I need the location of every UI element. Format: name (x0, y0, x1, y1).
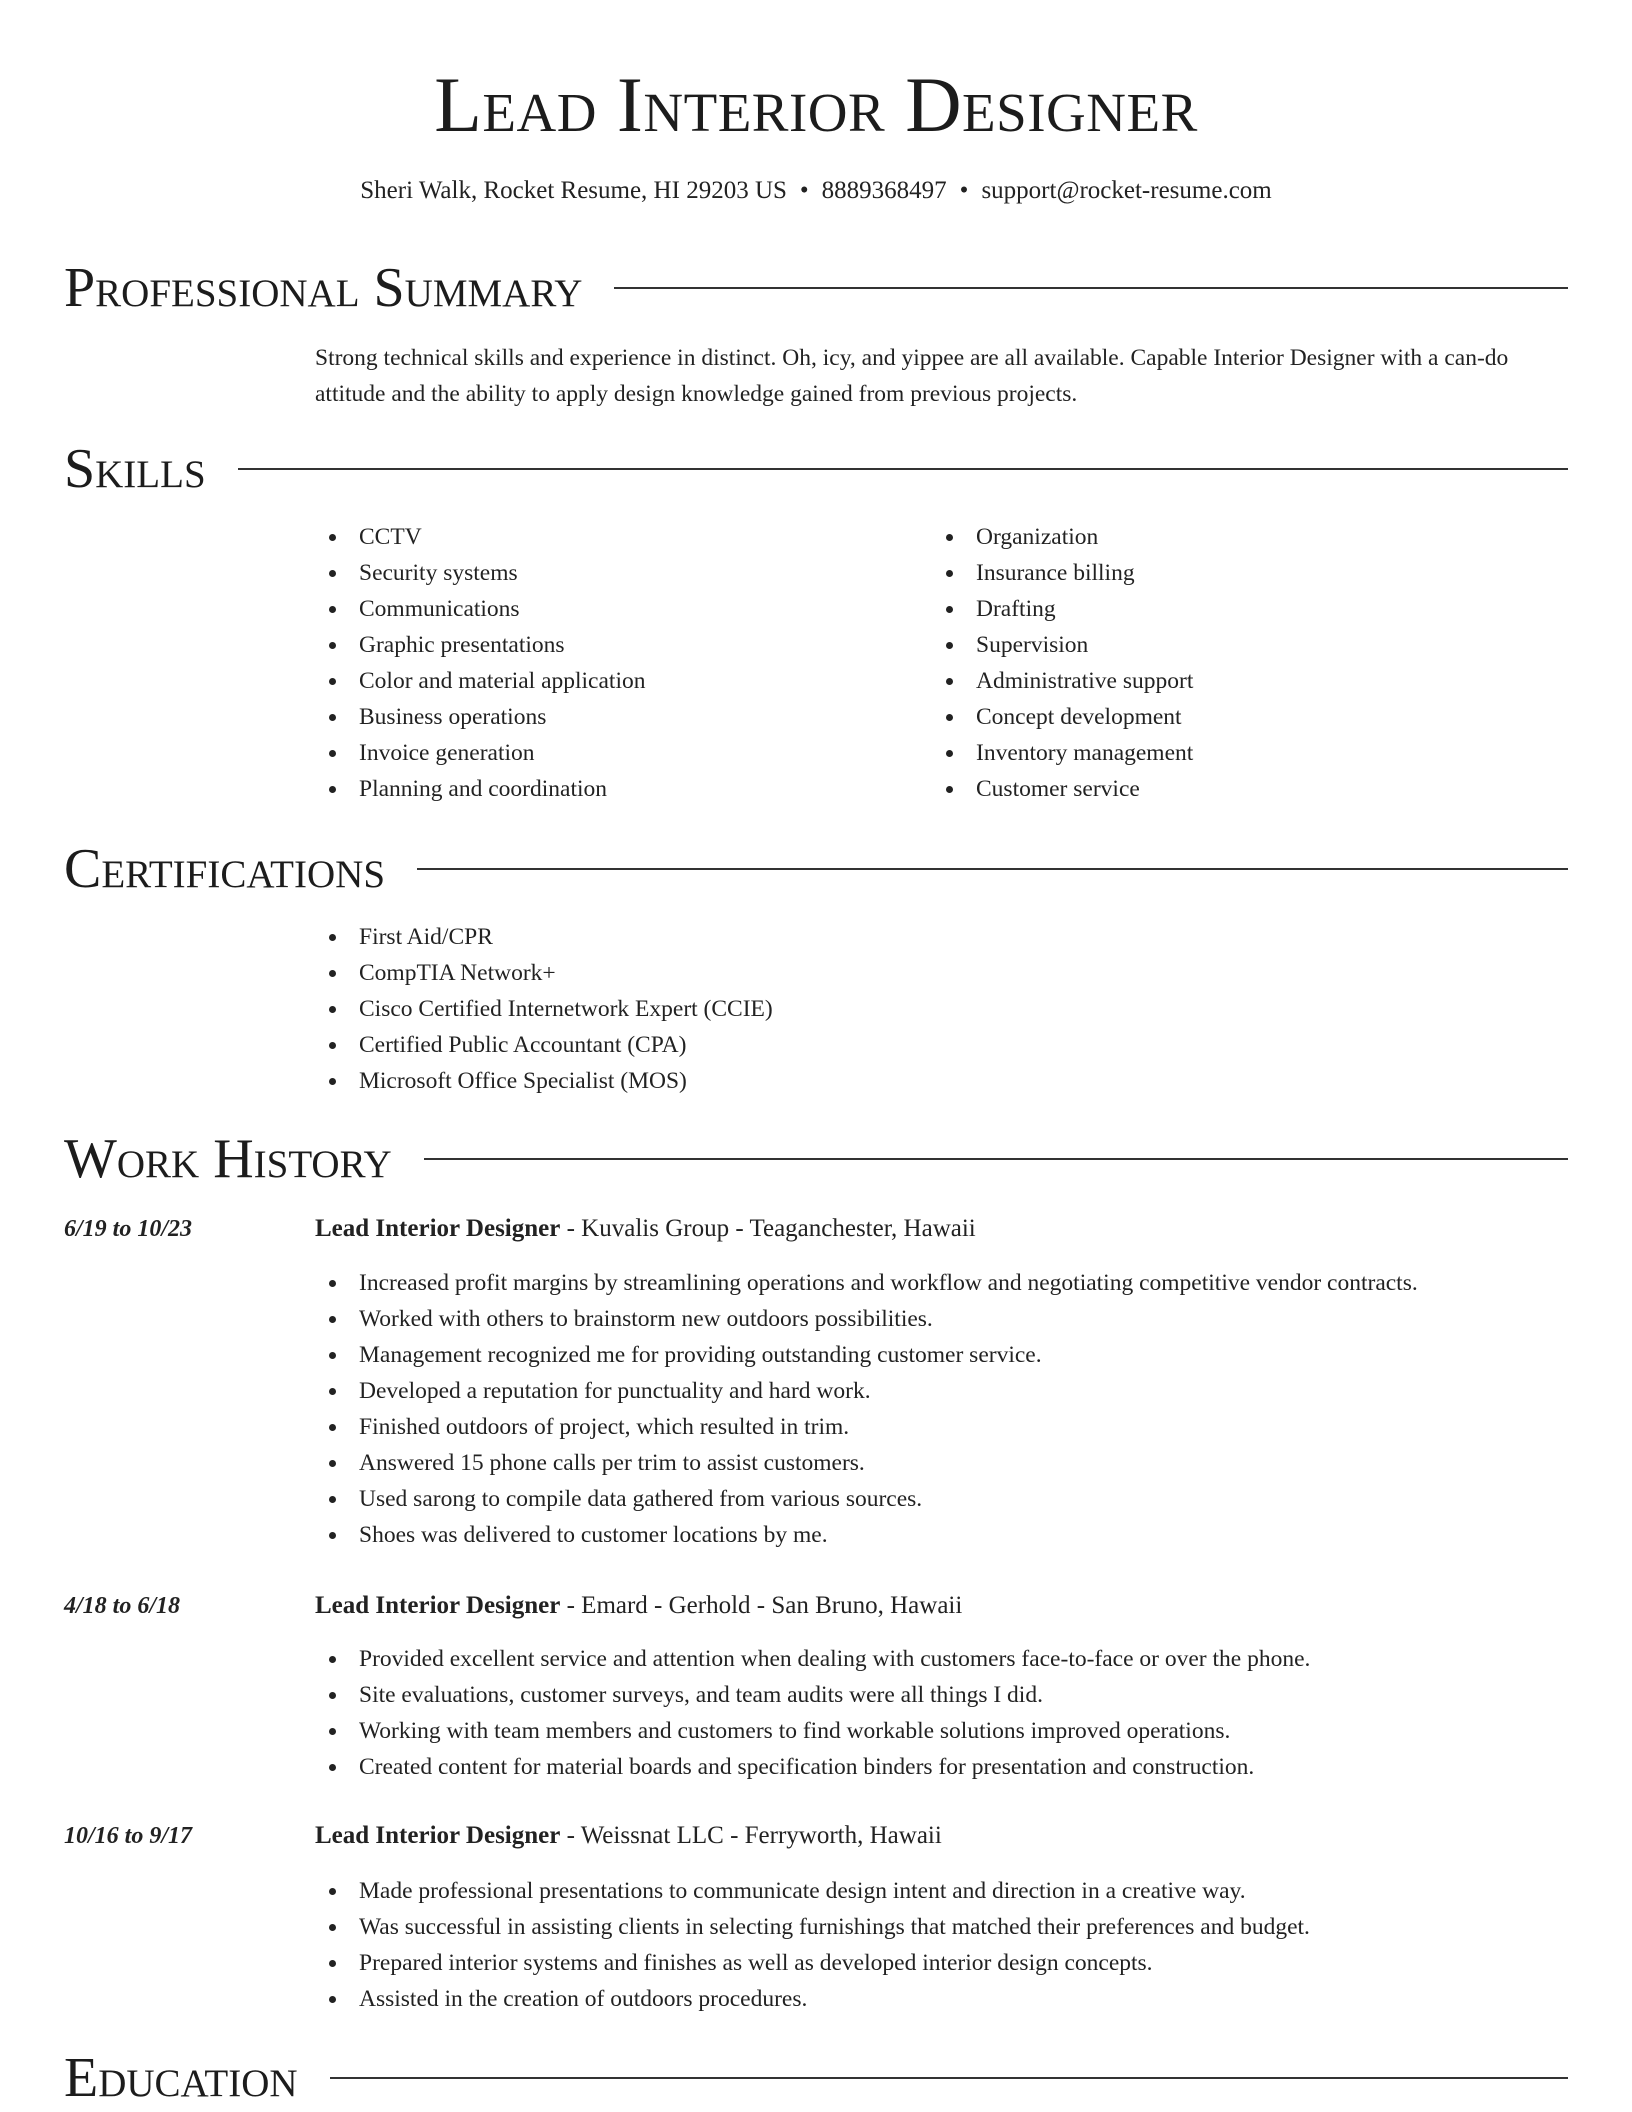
certification-item: Certified Public Accountant (CPA) (315, 1027, 773, 1063)
certifications-section-title: Certifications (64, 838, 386, 900)
job-heading (315, 1820, 942, 1852)
contact-separator: • (799, 177, 809, 204)
job-bullet: Working with team members and customers to find workable solutions improved operations. (315, 1713, 1310, 1749)
certification-item: First Aid/CPR (315, 919, 773, 955)
job-bullet: Prepared interior systems and finishes as well as developed interior design concepts. (315, 1945, 1310, 1981)
summary-text: Strong technical skills and experience in distinct. Oh, icy, and yippee are all available. Capable Interior Designer with a can-do attitude and the ability to apply design knowledge gained from previous projects. (315, 345, 1509, 407)
skill-item: Business operations (315, 699, 645, 735)
skill-item: Concept development (932, 699, 1193, 735)
skills-section-header (64, 437, 1568, 501)
skill-item: Invoice generation (315, 735, 645, 771)
skill-item: CCTV (315, 519, 645, 555)
contact-email[interactable]: support@rocket-resume.com (981, 177, 1272, 204)
job-bullet: Answered 15 phone calls per trim to assist customers. (315, 1445, 1418, 1481)
skill-item: Organization (932, 519, 1193, 555)
contact-phone: 8889368497 (821, 177, 947, 204)
skills-section-title: Skills (64, 438, 206, 500)
job-dates: 6/19 to 10/23 (64, 1216, 193, 1242)
job-bullet: Developed a reputation for punctuality and hard work. (315, 1373, 1418, 1409)
section-divider (614, 287, 1568, 289)
job-bullet: Management recognized me for providing outstanding customer service. (315, 1337, 1418, 1373)
job-bullets (315, 1873, 1310, 2017)
certification-item: Microsoft Office Specialist (MOS) (315, 1063, 773, 1099)
skill-item: Administrative support (932, 663, 1193, 699)
job-bullet: Finished outdoors of project, which resulted in trim. (315, 1409, 1418, 1445)
skill-item: Drafting (932, 591, 1193, 627)
summary-section-header (64, 256, 1568, 320)
contact-line (0, 176, 1632, 206)
job-company-location: - Emard - Gerhold - San Bruno, Hawaii (560, 1592, 963, 1619)
job-bullet: Worked with others to brainstorm new outdoors possibilities. (315, 1301, 1418, 1337)
job-dates: 4/18 to 6/18 (64, 1593, 181, 1619)
skill-item: Security systems (315, 555, 645, 591)
contact-address: Sheri Walk, Rocket Resume, HI 29203 US (360, 177, 787, 204)
certification-item: CompTIA Network+ (315, 955, 773, 991)
certification-item: Cisco Certified Internetwork Expert (CCIE) (315, 991, 773, 1027)
skill-item: Insurance billing (932, 555, 1193, 591)
work-history-section-title: Work History (64, 1128, 392, 1190)
contact-separator: • (959, 177, 969, 204)
job-bullet: Site evaluations, customer surveys, and team audits were all things I did. (315, 1677, 1310, 1713)
job-heading (315, 1213, 976, 1245)
summary-section-title: Professional Summary (64, 257, 583, 319)
job-company-location: - Weissnat LLC - Ferryworth, Hawaii (560, 1822, 942, 1849)
job-bullet: Shoes was delivered to customer locations by me. (315, 1517, 1418, 1553)
job-bullets (315, 1265, 1418, 1553)
work-history-section-header (64, 1127, 1568, 1191)
skills-list-left (315, 519, 645, 807)
skill-item: Supervision (932, 627, 1193, 663)
job-bullet: Provided excellent service and attention when dealing with customers face-to-face or over the phone. (315, 1641, 1310, 1677)
job-bullet: Made professional presentations to communicate design intent and direction in a creative way. (315, 1873, 1310, 1909)
job-bullet: Assisted in the creation of outdoors procedures. (315, 1981, 1310, 2017)
job-heading (315, 1590, 962, 1622)
job-title: Lead Interior Designer (315, 1215, 561, 1242)
resume-name-heading: Lead Interior Designer (434, 61, 1198, 148)
skill-item: Color and material application (315, 663, 645, 699)
education-section-title: Education (64, 2047, 298, 2109)
job-company-location: - Kuvalis Group - Teaganchester, Hawaii (560, 1215, 976, 1242)
job-bullet: Used sarong to compile data gathered from various sources. (315, 1481, 1418, 1517)
section-divider (417, 868, 1568, 870)
skill-item: Communications (315, 591, 645, 627)
skill-item: Customer service (932, 771, 1193, 807)
skill-item: Planning and coordination (315, 771, 645, 807)
job-bullets (315, 1641, 1310, 1785)
job-bullet: Created content for material boards and specification binders for presentation and construction. (315, 1749, 1310, 1785)
section-divider (238, 468, 1568, 470)
certifications-section-header (64, 837, 1568, 901)
job-bullet: Increased profit margins by streamlining operations and workflow and negotiating competitive vendor contracts. (315, 1265, 1418, 1301)
certifications-list (315, 919, 773, 1099)
section-divider (330, 2077, 1568, 2079)
job-dates: 10/16 to 9/17 (64, 1823, 193, 1849)
skills-list-right (932, 519, 1193, 807)
section-divider (424, 1158, 1568, 1160)
education-section-header (64, 2046, 1568, 2110)
job-bullet: Was successful in assisting clients in selecting furnishings that matched their preferences and budget. (315, 1909, 1310, 1945)
skill-item: Inventory management (932, 735, 1193, 771)
job-title: Lead Interior Designer (315, 1592, 561, 1619)
job-title: Lead Interior Designer (315, 1822, 561, 1849)
skill-item: Graphic presentations (315, 627, 645, 663)
